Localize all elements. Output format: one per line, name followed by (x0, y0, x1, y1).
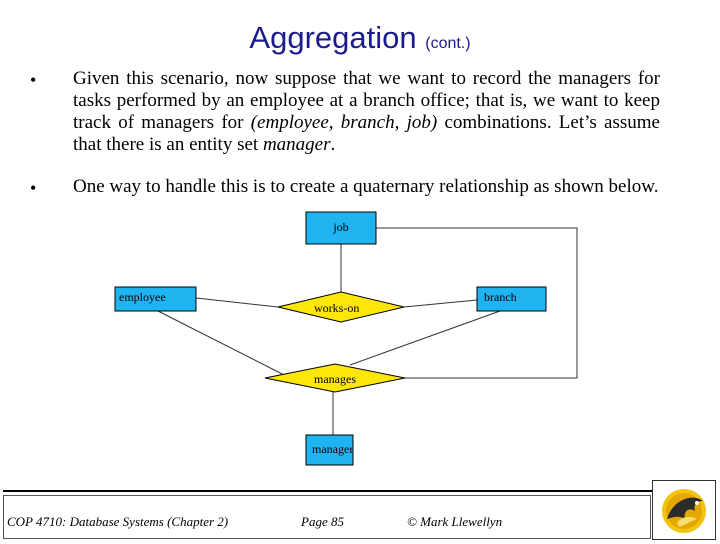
bullet-text-part: Given this scenario, now suppose that we want to record the managers for tasks performed by an employee at a branch office; that is, we want to keep track of managers for (73, 68, 660, 133)
entity-employee-label: employee (119, 290, 166, 304)
bullet-text-italic: manager (262, 134, 331, 155)
slide-footer (0, 490, 652, 538)
footer-box (3, 495, 651, 539)
line-workson-branch (404, 300, 477, 307)
relationship-manages (265, 364, 405, 392)
bullet-text-part: . (330, 134, 336, 155)
footer-author: © Mark Llewellyn (407, 514, 503, 529)
title-main: Aggregation (249, 20, 417, 55)
bullet-marker: • (30, 178, 37, 198)
entity-employee (115, 287, 196, 311)
entity-job (306, 212, 376, 244)
bullet-text: One way to handle this is to create a quaternary relationship as shown below. (73, 176, 659, 197)
bullet-marker: • (30, 70, 37, 90)
entity-manager (306, 435, 353, 465)
entity-job-label: job (333, 220, 349, 234)
relationship-manages-label: manages (314, 372, 356, 386)
entity-branch (477, 287, 546, 311)
line-branch-manages (350, 311, 500, 365)
line-employee-manages (158, 311, 288, 377)
bullet-text-part: combinations. Let’s assume that there is an entity set (73, 112, 660, 155)
entity-manager-label: manager (312, 442, 354, 456)
relationship-works-on (278, 292, 404, 322)
connector-lines (158, 228, 577, 435)
relationship-works-on-label: works-on (314, 301, 360, 315)
ucf-pegasus-logo-icon (652, 480, 716, 540)
bullet-text-italic: (employee, branch, job) (250, 112, 438, 133)
title-sub: (cont.) (425, 35, 471, 52)
line-employee-workson (196, 298, 278, 307)
footer-course: COP 4710: Database Systems (Chapter 2) (7, 514, 229, 529)
footer-page: Page 85 (301, 514, 344, 529)
footer-divider (3, 490, 652, 492)
entity-branch-label: branch (484, 290, 517, 304)
